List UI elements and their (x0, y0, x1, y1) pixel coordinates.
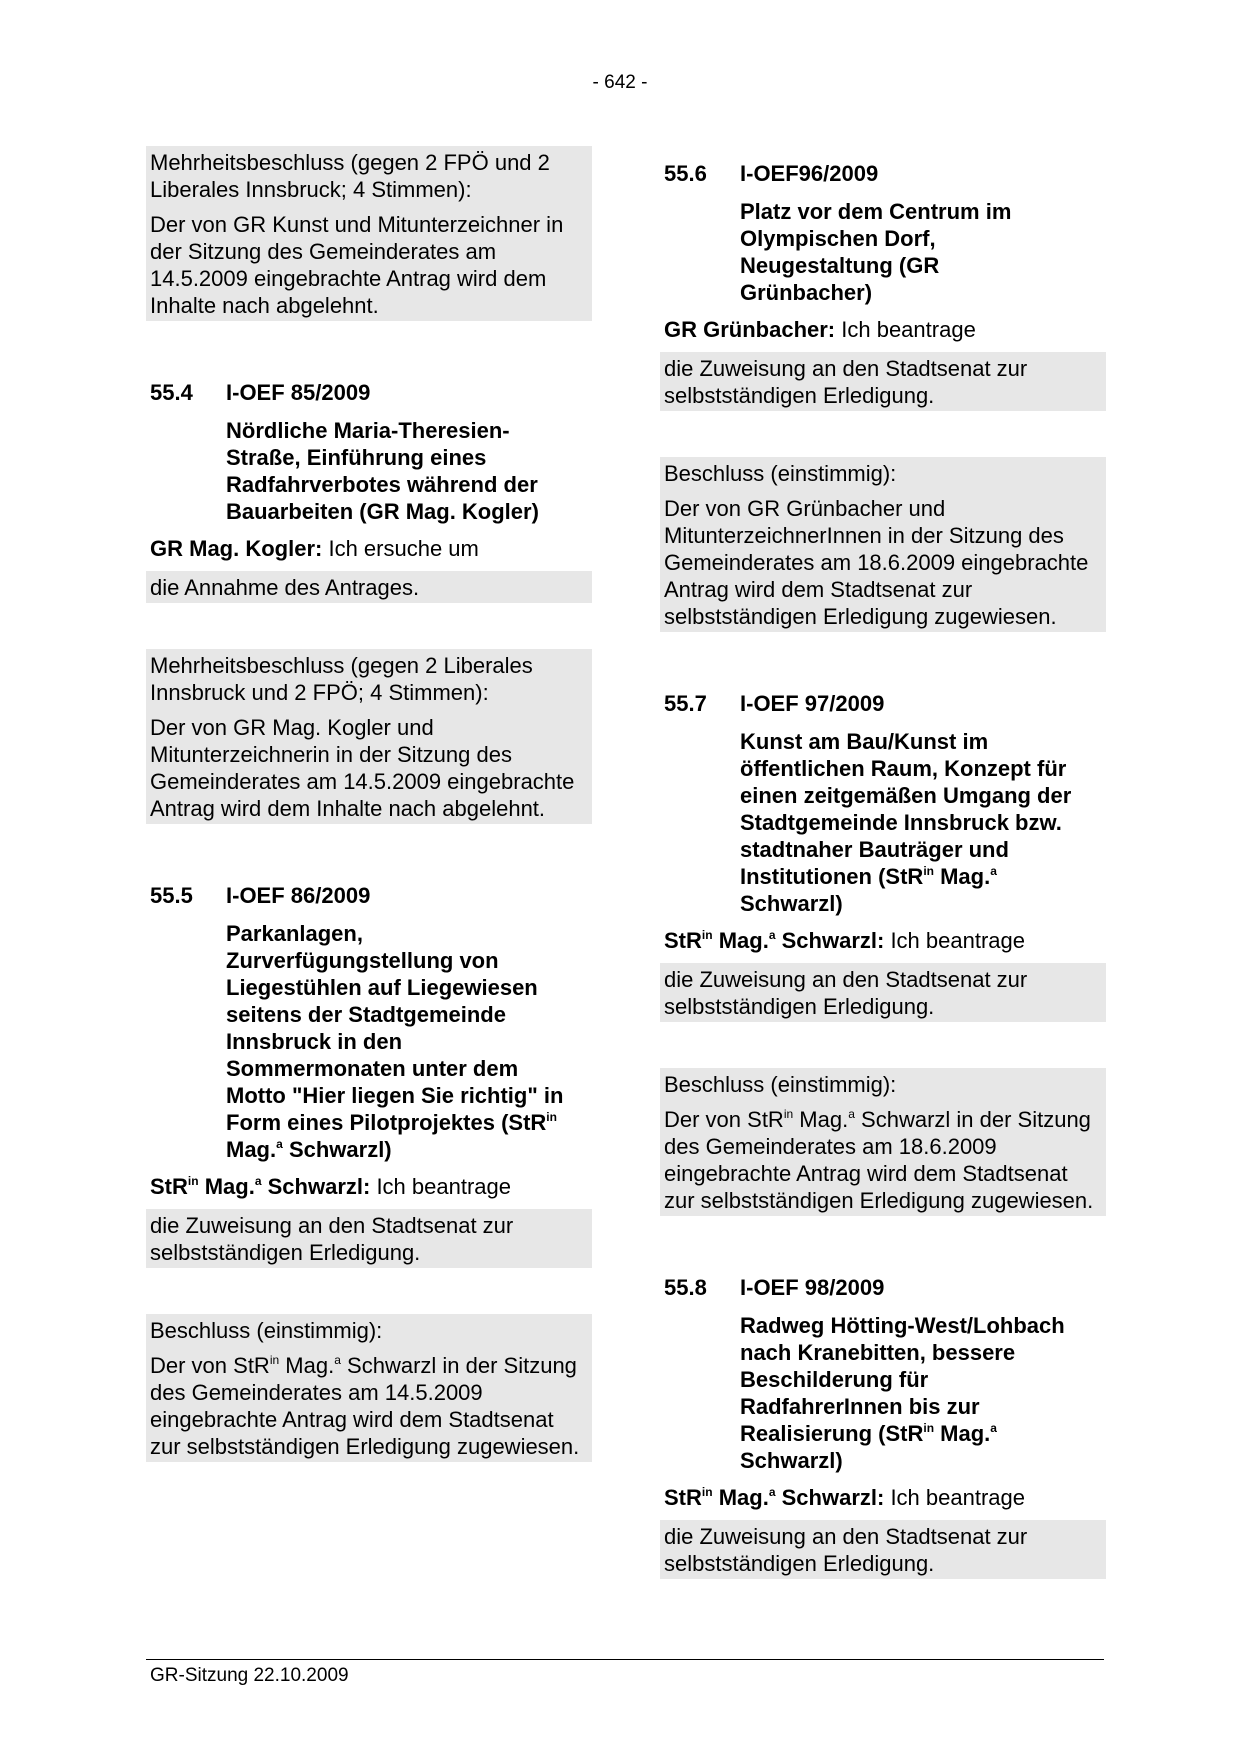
section-number: 55.8 (664, 1275, 707, 1300)
speaker-line (660, 927, 1106, 954)
right-column (660, 160, 1106, 1579)
section-heading-55-4 (146, 379, 592, 406)
request-text: die Zuweisung an den Stadtsenat zur selbstständigen Erledigung. (150, 1213, 514, 1265)
speaker-name: StR$^{in}$ Mag.$^a$ Schwarzl: (664, 928, 885, 953)
superscript: in (923, 864, 934, 878)
superscript: in (923, 1421, 935, 1435)
speaker-line (660, 316, 1106, 343)
section-code: I-OEF 97/2009 (740, 691, 885, 716)
section-title (660, 728, 1096, 917)
section-title (660, 1312, 1096, 1474)
decision-text: Der von GR Grünbacher und MitunterzeichnerInnen in der Sitzung des Gemeinderates am 18.6.2009 eingebrachte Antrag wird dem Stadtsenat zur selbstständigen Erledigung zugewiesen. (664, 496, 1089, 629)
title-text: Mag. (940, 1421, 991, 1446)
request-box (660, 352, 1106, 411)
title-text: Kunst am Bau/Kunst im öffentlichen Raum, Konzept für einen zeitgemäßen Umgang der Stadtgemeinde Innsbruck bzw. stadtnaher Bauträger und Institutionen (StR (740, 729, 1072, 889)
section-code: I-OEF 86/2009 (226, 883, 371, 908)
decision-label: Mehrheitsbeschluss (gegen 2 FPÖ und 2 Liberales Innsbruck; 4 Stimmen): (150, 150, 550, 202)
section-heading-55-6 (660, 160, 1106, 187)
speaker-name: StR$^{in}$ Mag.$^a$ Schwarzl: (150, 1174, 371, 1199)
section-code: I-OEF96/2009 (740, 161, 879, 186)
decision-label: Mehrheitsbeschluss (gegen 2 Liberales Innsbruck und 2 FPÖ; 4 Stimmen): (150, 653, 533, 705)
left-column (146, 146, 592, 1462)
speaker-name: GR Mag. Kogler: (150, 536, 323, 561)
section-heading-55-8 (660, 1274, 1106, 1301)
title-text: Mag. (226, 1137, 277, 1162)
section-code: I-OEF 98/2009 (740, 1275, 885, 1300)
title-text: Mag. (940, 864, 991, 889)
section-code: I-OEF 85/2009 (226, 380, 371, 405)
speaker-text: Ich beantrage (884, 928, 1025, 953)
decision-box (660, 1068, 1106, 1216)
section-number: 55.4 (150, 380, 193, 405)
section-title: Platz vor dem Centrum im Olympischen Dorf, Neugestaltung (GR Grünbacher) (740, 199, 1012, 305)
decision-label: Beschluss (einstimmig): (664, 461, 897, 486)
request-box (146, 571, 592, 603)
request-text: die Annahme des Antrages. (150, 575, 420, 600)
title-text: Radweg Hötting-West/Lohbach nach Kranebitten, bessere Beschilderung für RadfahrerInnen bis zur Realisierung (StR (740, 1313, 1065, 1446)
speaker-text: Ich ersuche um (322, 536, 479, 561)
superscript: a (276, 1137, 283, 1151)
decision-box (146, 1314, 592, 1462)
speaker-line (660, 1484, 1106, 1511)
speaker-name: StR$^{in}$ Mag.$^a$ Schwarzl: (664, 1485, 885, 1510)
section-title: Nördliche Maria-Theresien-Straße, Einführung eines Radfahrverbotes während der Bauarbeiten (GR Mag. Kogler) (226, 418, 539, 524)
decision-label: Beschluss (einstimmig): (664, 1072, 897, 1097)
request-box (660, 963, 1106, 1022)
footer-divider (146, 1659, 1104, 1660)
decision-text: Der von StR$^{in}$ Mag.$^a$ Schwarzl in der Sitzung des Gemeinderates am 14.5.2009 eingebrachte Antrag wird dem Stadtsenat zur selbstständigen Erledigung zugewiesen. (150, 1353, 580, 1459)
page-number: - 642 - (592, 72, 648, 93)
speaker-name: GR Grünbacher: (664, 317, 836, 342)
speaker-line (146, 535, 592, 562)
title-text: Parkanlagen, Zurverfügungstellung von Liegestühlen auf Liegewiesen seitens der Stadtgemeinde Innsbruck in den Sommermonaten unter dem Motto "Hier liegen Sie richtig" in Form eines Pilotprojektes (StR (226, 921, 564, 1135)
section-heading-55-5 (146, 882, 592, 909)
decision-text: Der von GR Kunst und Mitunterzeichner in der Sitzung des Gemeinderates am 14.5.2009 eingebrachte Antrag wird dem Inhalte nach abgelehnt. (150, 212, 564, 318)
section-title (146, 920, 572, 1163)
decision-box (146, 649, 592, 824)
decision-box (660, 457, 1106, 632)
request-box (660, 1520, 1106, 1579)
speaker-text: Ich beantrage (370, 1174, 511, 1199)
section-heading-55-7 (660, 690, 1106, 717)
decision-text: Der von StR$^{in}$ Mag.$^a$ Schwarzl in der Sitzung des Gemeinderates am 18.6.2009 eingebrachte Antrag wird dem Stadtsenat zur selbstständigen Erledigung zugewiesen. (664, 1107, 1094, 1213)
speaker-text: Ich beantrage (835, 317, 976, 342)
request-text: die Zuweisung an den Stadtsenat zur selbstständigen Erledigung. (664, 967, 1028, 1019)
section-number: 55.7 (664, 691, 707, 716)
decision-text: Der von GR Mag. Kogler und Mitunterzeichnerin in der Sitzung des Gemeinderates am 14.5.2009 eingebrachte Antrag wird dem Inhalte nach abgelehnt. (150, 715, 575, 821)
speaker-text: Ich beantrage (884, 1485, 1025, 1510)
title-text: Schwarzl) (740, 1448, 843, 1473)
decision-box (146, 146, 592, 321)
section-number: 55.6 (664, 161, 707, 186)
request-text: die Zuweisung an den Stadtsenat zur selbstständigen Erledigung. (664, 356, 1028, 408)
request-box (146, 1209, 592, 1268)
superscript: in (546, 1110, 557, 1124)
superscript: a (990, 1421, 997, 1435)
title-text: Schwarzl) (288, 1137, 392, 1162)
decision-label: Beschluss (einstimmig): (150, 1318, 383, 1343)
section-number: 55.5 (150, 883, 193, 908)
footer-text: GR-Sitzung 22.10.2009 (150, 1665, 349, 1686)
speaker-line (146, 1173, 592, 1200)
request-text: die Zuweisung an den Stadtsenat zur selbstständigen Erledigung. (664, 1524, 1028, 1576)
title-text: Schwarzl) (740, 891, 843, 916)
superscript: a (990, 864, 997, 878)
